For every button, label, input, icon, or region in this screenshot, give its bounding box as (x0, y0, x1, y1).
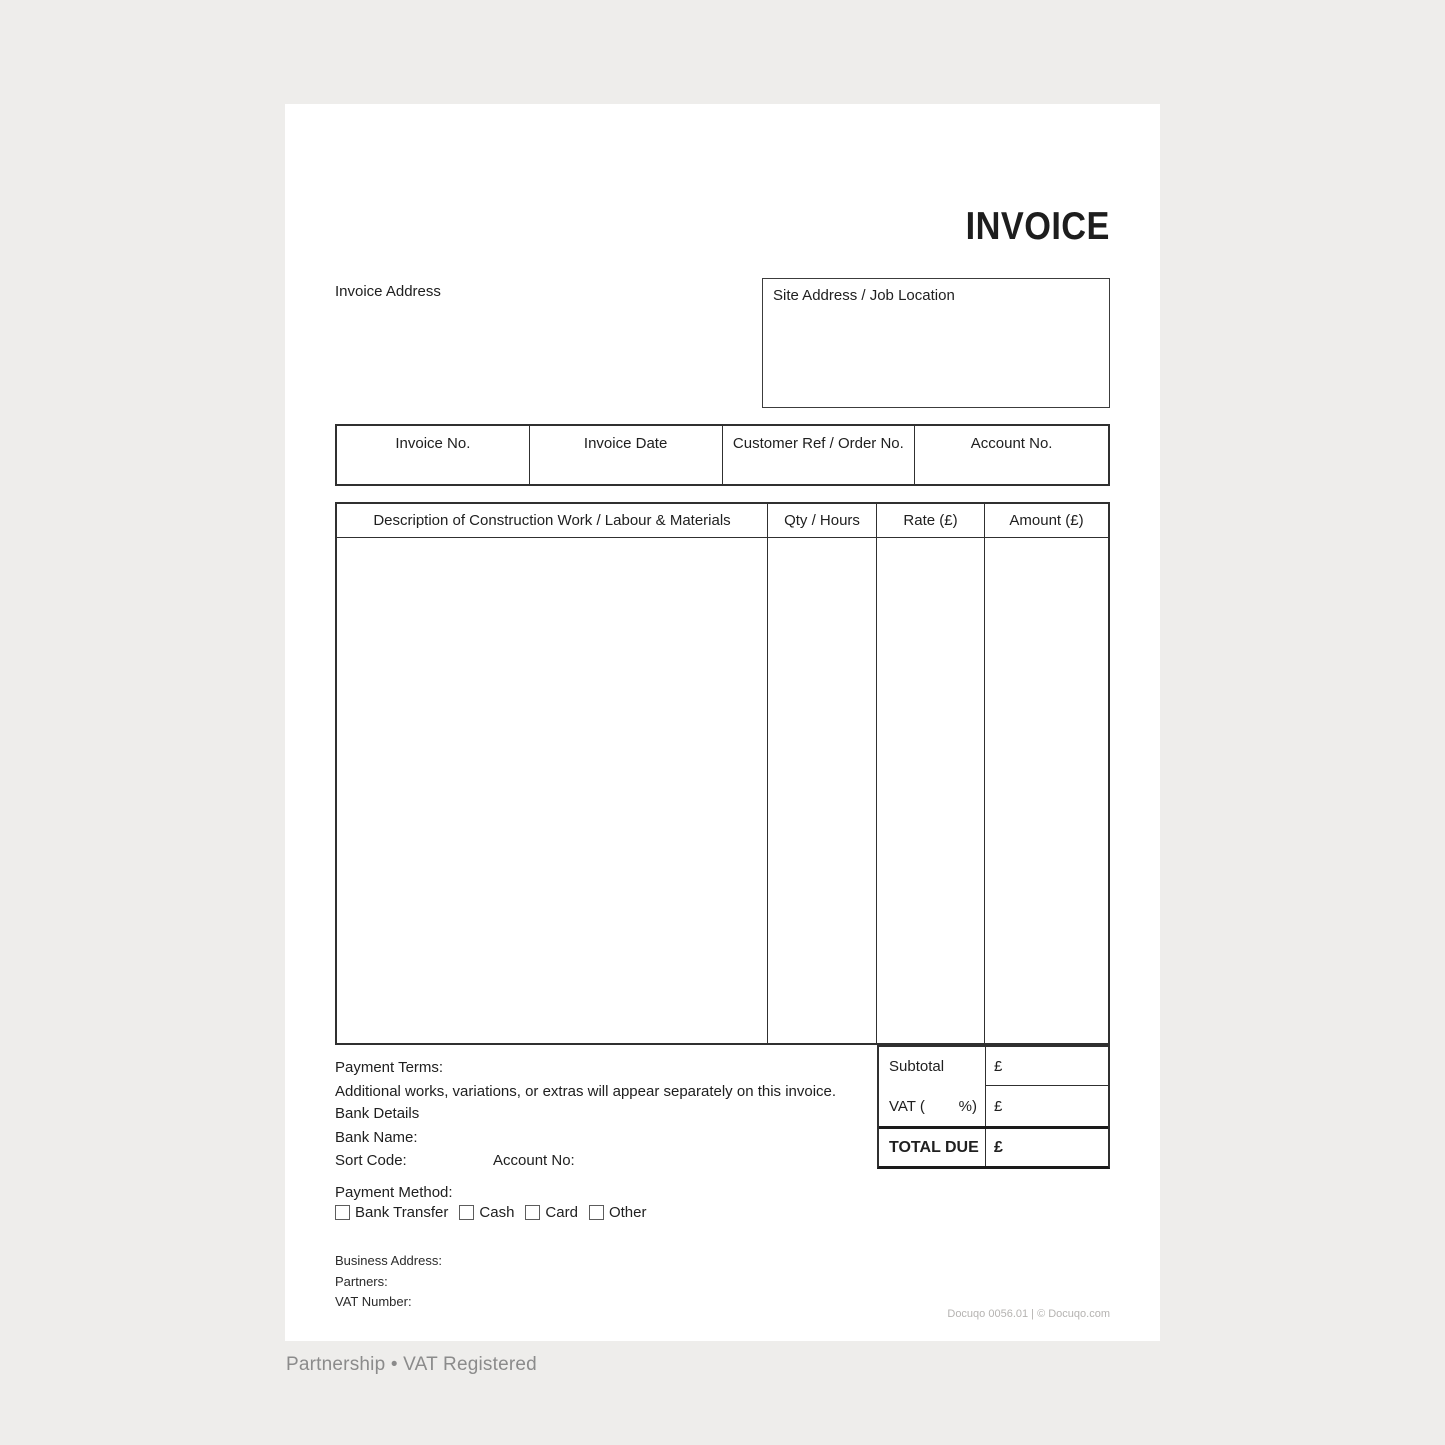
site-address-label: Site Address / Job Location (773, 287, 955, 304)
partners-label: Partners: (335, 1274, 388, 1289)
extras-note: Additional works, variations, or extras will appear separately on this invoice. (335, 1083, 837, 1100)
total-due-row (879, 1126, 1108, 1166)
cash-label: Cash (479, 1204, 515, 1221)
rate-column-blank (877, 538, 985, 1043)
invoice-title: INVOICE (965, 205, 1110, 248)
line-items-body (337, 538, 1108, 1043)
description-header: Description of Construction Work / Labour & Materials (337, 504, 768, 537)
invoice-page (285, 104, 1160, 1341)
bank-details-label: Bank Details (335, 1105, 420, 1122)
site-address-box (762, 278, 1110, 408)
line-items-header-row (337, 504, 1108, 538)
invoice-info-table (335, 424, 1110, 486)
payment-method-cash[interactable] (459, 1204, 514, 1221)
checkbox-bank-transfer[interactable] (335, 1205, 350, 1220)
payment-method-card[interactable] (525, 1204, 578, 1221)
customer-ref-cell: Customer Ref / Order No. (723, 426, 916, 484)
vat-number-label: VAT Number: (335, 1294, 412, 1309)
invoice-date-cell: Invoice Date (530, 426, 723, 484)
page-caption: Partnership • VAT Registered (286, 1354, 537, 1375)
business-address-label: Business Address: (335, 1253, 442, 1268)
invoice-address-label: Invoice Address (335, 283, 441, 300)
document-reference: Docuqo 0056.01 | © Docuqo.com (947, 1308, 1110, 1320)
total-due-label: TOTAL DUE (889, 1138, 979, 1156)
subtotal-value-cell: £ (985, 1047, 1108, 1086)
sort-code-line (335, 1152, 575, 1170)
vat-value-cell: £ (985, 1086, 1108, 1126)
amount-header: Amount (£) (1009, 512, 1084, 529)
card-label: Card (545, 1204, 578, 1221)
vat-label-open: VAT ( (889, 1097, 925, 1115)
description-column-blank (337, 538, 768, 1043)
checkbox-other[interactable] (589, 1205, 604, 1220)
other-label: Other (608, 1204, 647, 1221)
payment-method-other[interactable] (589, 1204, 647, 1221)
qty-hours-column-blank (768, 538, 877, 1043)
account-no-cell: Account No. (970, 435, 1053, 452)
qty-hours-header: Qty / Hours (768, 504, 877, 537)
invoice-no-cell: Invoice No. (337, 426, 530, 484)
sort-code-label: Sort Code: (335, 1152, 407, 1169)
subtotal-row (879, 1047, 1108, 1086)
checkbox-card[interactable] (525, 1205, 540, 1220)
totals-table (877, 1045, 1110, 1169)
bank-name-label: Bank Name: (335, 1129, 418, 1146)
payment-terms-label: Payment Terms: (335, 1059, 444, 1076)
checkbox-cash[interactable] (459, 1205, 474, 1220)
payment-method-bank-transfer[interactable] (335, 1204, 448, 1221)
vat-row (879, 1086, 1108, 1126)
payment-method-label: Payment Method: (335, 1184, 453, 1201)
total-due-value-cell: £ (985, 1129, 1108, 1166)
bank-transfer-label: Bank Transfer (355, 1204, 449, 1221)
line-items-table (335, 502, 1110, 1045)
payment-method-options (335, 1204, 646, 1221)
vat-label-close: %) (958, 1097, 977, 1115)
vat-label (879, 1086, 985, 1126)
subtotal-label: Subtotal (889, 1058, 945, 1075)
rate-header: Rate (£) (877, 504, 985, 537)
amount-column-blank (985, 538, 1108, 1043)
account-no-label: Account No: (493, 1152, 575, 1169)
